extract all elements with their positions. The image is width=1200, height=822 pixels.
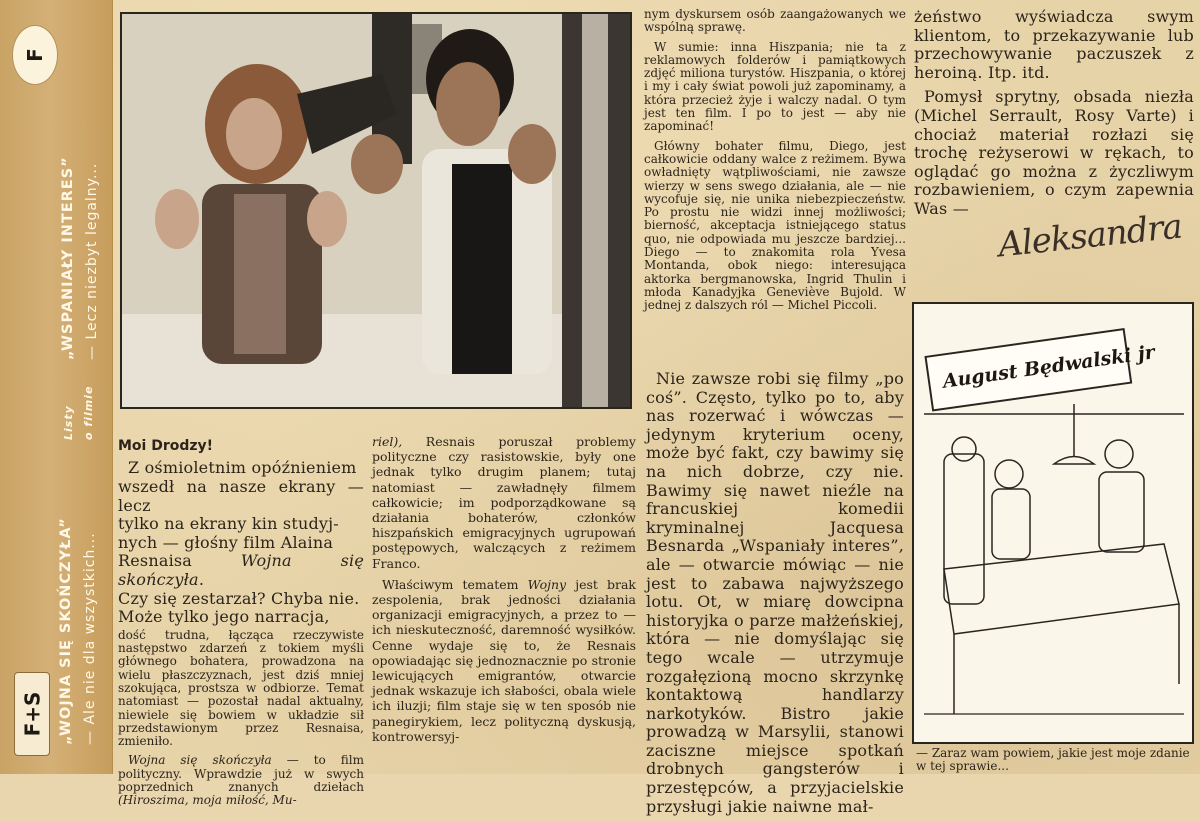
cartoon-artist-banner: August Będwalski jr bbox=[941, 341, 1157, 393]
intro-line-5b: . bbox=[198, 569, 205, 589]
article1-paragraph2 bbox=[118, 754, 364, 807]
cartoon-panel bbox=[912, 302, 1194, 744]
section-badge-f: F bbox=[12, 25, 58, 85]
film-title-wojny: Wojny bbox=[527, 576, 567, 592]
article1-column2 bbox=[372, 434, 636, 750]
article2-paragraph1: Nie zawsze robi się filmy „po coś”. Często, tylko po to, aby nas rozerwać i wówczas — jedynym kryterium oceny, może być fakt, czy bawimy się na nich dobrze, czy nie. Bawimy się nawet nieźle na francuskiej komedii kryminalnej Jacquesa Besnarda „Wspaniały interes”, ale — otwarcie mówiąc — nie jest to zabawa najwyższego lotu. Ot, w miarę dowcipna historyjka o parze małżeńskiej, która — nie domyślając się tego wcale — utrzymuje rozgałęzioną mocno skrzynkę kontaktową handlarzy narkotyków. Bistro jakie prowadzą w Marsylii, stanowi zaciszne miejsce spotkań drobnych gangsterów i przestępców, a przyjacielskie przysługi jakie naiwne mał- bbox=[646, 369, 904, 816]
article1-column2-paragraph1-text: Resnais poruszał problemy polityczne czy rasistowskie, były one jednak tylko drugim planem; tutaj natomiast — zawładnęły filmem całkowicie; im podporządkowane są działania bohaterów, członków hiszpańskich emigracyjnych ugrupowań postępowych, walczących z reżimem Franco. bbox=[372, 434, 636, 571]
intro-line-1: Z ośmioletnim opóźnieniem bbox=[128, 458, 357, 478]
intro-line-4: nych — głośny film Alaina bbox=[118, 532, 334, 552]
article1-paragraph2-text: — to film polityczny. Wprawdzie już w swych poprzednich znanych dziełach bbox=[118, 753, 365, 795]
subhead-niezbyt-legalny: — Lecz niezbyt legalny... bbox=[84, 162, 100, 360]
headline-wspanialy-interes: „WSPANIAŁY INTERES” bbox=[60, 156, 76, 360]
film-still-photo bbox=[120, 12, 632, 409]
film-still-illustration bbox=[122, 14, 630, 407]
film-titles-ref: (Hiroszima, moja miłość, Mu- bbox=[118, 793, 297, 808]
article2-paragraph2: żeństwo wyświadcza swym klientom, to przekazywanie lub przechowywanie paczuszek z heroiną. Itp. itd. bbox=[914, 7, 1194, 82]
letter-greeting: Moi Drodzy! bbox=[118, 438, 214, 454]
subhead-nie-dla-wszystkich: — Ale nie dla wszystkich... bbox=[82, 532, 98, 745]
article1-column2-paragraph2-a: Właściwym tematem bbox=[382, 576, 528, 592]
intro-line-5a: Resnaisa bbox=[118, 551, 241, 571]
film-title-ref: Wojna się skończyła bbox=[128, 753, 272, 768]
author-signature: Aleksandra bbox=[996, 206, 1184, 266]
film-title-wojna: Wojna się skończyła bbox=[118, 551, 364, 589]
series-label-o-filmie: o filmie bbox=[82, 385, 95, 440]
article1-column2-paragraph2-b: jest brak zespolenia, brak jedności działania organizacji emigracyjnych, a przez to — ich nieskuteczność, daremność wysiłków. Cenne wydaje się to, że Resnais opowiadając się jednoznacznie po stronie lewicujących emigrantów, otwarcie jednak wskazuje ich słabości, obala wiele ich iluzji; film staje się w ten sposób nie panegirykiem, lecz polityczną dyskusją, kontrowersyj- bbox=[372, 576, 636, 744]
section-badge-fs: F+S bbox=[14, 672, 50, 756]
article1-column1 bbox=[118, 440, 364, 814]
article1-column2-paragraph1 bbox=[372, 434, 636, 571]
intro-line-7: Może tylko jego narracja, bbox=[118, 607, 330, 627]
article2-column2 bbox=[914, 8, 1194, 225]
article2-column1 bbox=[646, 370, 904, 822]
intro-line-3: tylko na ekrany kin studyj- bbox=[118, 514, 339, 534]
series-label-listy: Listy bbox=[62, 405, 75, 440]
headline-wojna-sie-skonczyla: „WOJNA SIĘ SKOŃCZYŁA” bbox=[58, 517, 74, 745]
article1-column3 bbox=[644, 8, 906, 319]
article1-column3-paragraph2: W sumie: inna Hiszpania; nie ta z reklamowych folderów i pamiątkowych zdjęć miliona turystów. Hiszpania, o której i my i cały świat powoli już zapominamy, a która przecież żyje i walczy nadal. O tym jest ten film. I po to jest — aby nie zapominać! bbox=[644, 39, 906, 134]
article1-column3-paragraph1: nym dyskursem osób zaangażowanych we wspólną sprawę. bbox=[644, 7, 906, 35]
article1-paragraph1: dość trudna, łącząca rzeczywiste następstwo zdarzeń z tokiem myśli głównego bohatera, prowadzona na wielu płaszczyznach, jest dziś mniej szokująca, prostsza w odbiorze. Temat natomiast — pozostał nadal aktualny, niewiele się bowiem w układzie sił przedstawionym przez Resnaisa, zmieniło. bbox=[118, 627, 364, 749]
intro-line-2: wszedł na nasze ekrany — lecz bbox=[118, 477, 364, 515]
article1-column2-paragraph2 bbox=[372, 577, 636, 744]
intro-line-6: Czy się zestarzał? Chyba nie. bbox=[118, 588, 360, 608]
article1-intro bbox=[118, 459, 364, 626]
article1-column3-paragraph3: Główny bohater filmu, Diego, jest całkowicie oddany walce z reżimem. Bywa owładnięty wątpliwościami, nie zawsze wierzy w sens swego działania, ale — nie wycofuje się, nie unika niebezpieczeństw. Po prostu nie widzi innej możliwości; bierność, akceptacja istniejącego status quo, nie odpowiada mu jeszcze bardziej... Diego — to znakomita rola Yvesa Montanda, obok niego: interesująca aktorka bergmanowska, Ingrid Thulin i młoda Kanadyjka Geneviève Bujold. W jednej z dalszych ról — Michel Piccoli. bbox=[644, 138, 906, 313]
article2-paragraph3: Pomysł sprytny, obsada niezła (Michel Serrault, Rosy Varte) i chociaż materiał rozłazi się trochę reżyserowi w rękach, to oglądać go można z życzliwym rozbawieniem, o czym zapewnia Was — bbox=[914, 87, 1194, 218]
left-strip bbox=[0, 0, 113, 774]
film-title-muriel: riel), bbox=[372, 434, 403, 449]
cartoon-caption: — Zaraz wam powiem, jakie jest moje zdanie w tej sprawie... bbox=[916, 746, 1190, 774]
